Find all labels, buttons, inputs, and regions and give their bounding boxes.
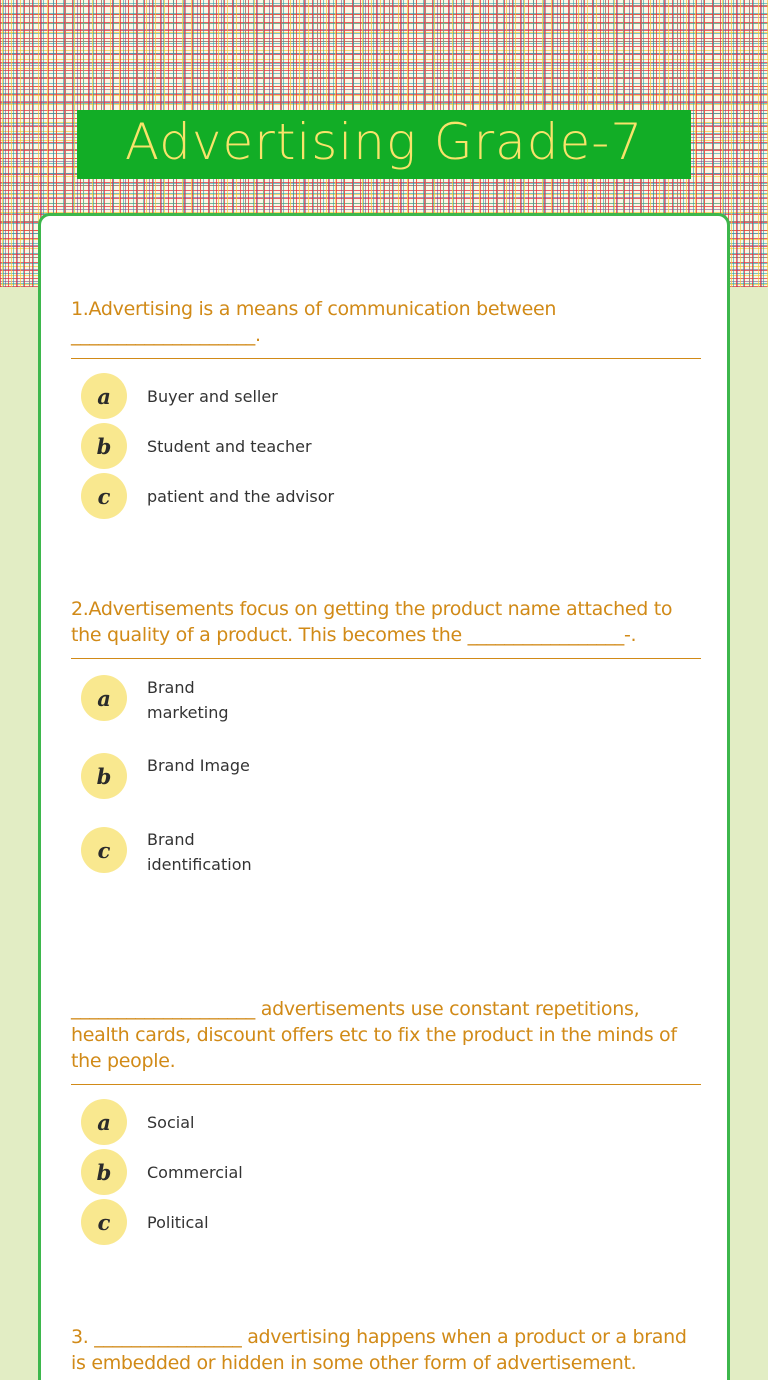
question-2 (71, 596, 701, 905)
option-letter-badge[interactable]: a (81, 1099, 127, 1145)
question-3 (71, 996, 701, 1249)
question-4 (71, 1324, 701, 1380)
option-b[interactable] (71, 1149, 701, 1195)
options-list (71, 1099, 701, 1245)
option-letter-badge[interactable]: a (81, 675, 127, 721)
option-letter-badge[interactable]: c (81, 827, 127, 873)
option-a[interactable] (71, 373, 701, 419)
question-text: 1.Advertising is a means of communication between ____________________. (71, 296, 701, 359)
option-label[interactable]: Student and teacher (147, 437, 312, 456)
option-a[interactable] (71, 1099, 701, 1145)
worksheet-card (38, 213, 730, 1380)
question-1 (71, 296, 701, 523)
option-label[interactable]: Social (147, 1113, 195, 1132)
question-text: 3. ________________ advertising happens when a product or a brand is embedded or hidden in some other form of advertisement. (71, 1326, 687, 1374)
option-c[interactable] (71, 1199, 701, 1245)
page-title: Advertising Grade-7 (124, 112, 644, 171)
question-text: ____________________ advertisements use constant repetitions, health cards, discount offers etc to fix the product in the minds of the people. (71, 996, 701, 1085)
option-c[interactable] (71, 827, 701, 877)
option-a[interactable] (71, 675, 701, 725)
title-banner (77, 110, 691, 179)
option-label[interactable]: Buyer and seller (147, 387, 278, 406)
question-text: 2.Advertisements focus on getting the product name attached to the quality of a product. This becomes the _________________-. (71, 596, 701, 659)
option-label[interactable]: Commercial (147, 1163, 243, 1182)
option-letter-badge[interactable]: a (81, 373, 127, 419)
option-letter-badge[interactable]: b (81, 753, 127, 799)
option-letter-badge[interactable]: b (81, 423, 127, 469)
option-letter-badge[interactable]: c (81, 1199, 127, 1245)
option-label[interactable]: Brand identification (147, 830, 252, 874)
option-label[interactable]: Political (147, 1213, 209, 1232)
option-label[interactable]: patient and the advisor (147, 487, 335, 506)
option-label[interactable]: Brand Image (147, 756, 250, 775)
options-list (71, 373, 701, 519)
option-letter-badge[interactable]: c (81, 473, 127, 519)
options-list (71, 675, 701, 877)
option-c[interactable] (71, 473, 701, 519)
option-b[interactable] (71, 753, 701, 799)
option-label[interactable]: Brand marketing (147, 678, 229, 722)
option-b[interactable] (71, 423, 701, 469)
option-letter-badge[interactable]: b (81, 1149, 127, 1195)
